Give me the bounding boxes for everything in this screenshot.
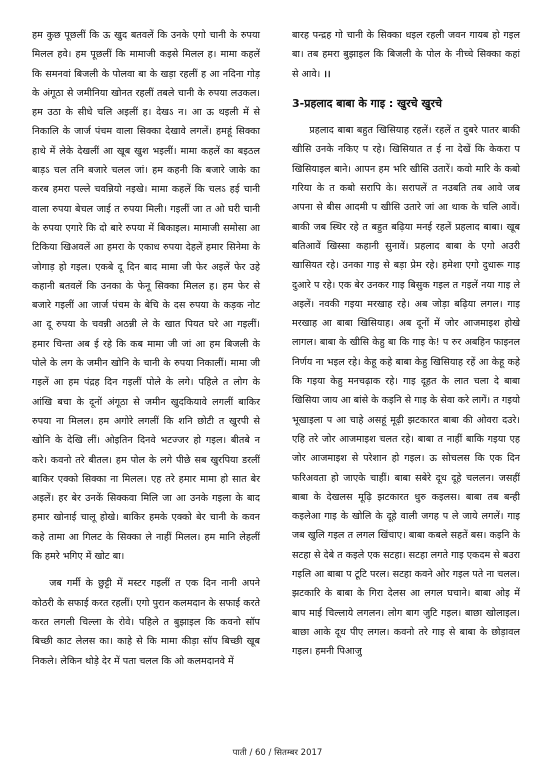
paragraph: प्रहलाद बाबा बहुत खिसियाह रहलें। रहलें त दुबरे पातर बाकी खीसि उनके नकिए प रहे। खिसियात त ई ना देखें कि केकरा प खिसियाइल बाने। आपन हम भरि खीसि उतारें। कवो मारि के कबो गरिया के त कबो सरापि के। सरापलें त नउबति तब आवे जब अपना से बीस आदमी प खीसि उतारे जां आ थाक के चलि आवें। बाकी जब स्थिर रहे त बहुत बढ़िया मनई रहलें प्रहलाद बाबा। खूब बतिआवें खिस्सा कहानी सुनावें। प्रहलाद बाबा के एगो अउरी खासियत रहे। उनका गाइ से बड़ा प्रेम रहे। हमेशा एगो दुधारू गाइ दुआरे प रहे। एक बेर उनकर गाइ बिसुक गइल त गइलें नया गाइ ले अइलें। नवकी गइया मरखाह रहे। अब जोड़ा बढ़िया लगल। गाइ मरखाह आ बाबा खिसियाह। अब दूनों में जोर आजमाइश होखे लागल। बाबा के खीसि केहु बा कि गाइ के! प रुर अबहिन फाइनल निर्णय ना भइल रहे। केहू कहे बाबा केहु खिसियाह रहें आ केहू कहे कि गइया केहु मनचढ़ाक रहे। गाइ दूहत के लात चला दे बाबा खिसिया जाय आ बांसे के कइनि से गाइ के सेवा करे लागें। त गइयो भूखाइला प आ चाहे असहूं मूढ़ी झटकारत बाबा की ओवरा दउरे। एहि तरे जोर आजमाइश चलत रहे। बाबा त नाहीं बाकि गइया एह जोर आजमाइश से परेशान हो गइल। ऊ सोचलस कि एक दिन फरिअवता हो जाएके चाहीं। बाबा सबेरे दूध दूहे चललन। जसहीं बाबा के देखलस मूढ़ि झटकारत धुरु कइलस। बाबा तब बन्ही कइलेआ गाइ के खोलि के दूहे वाली जगह प ले जाये लगलें। गाइ जब खुलि गइल त लगल खिंचाए। बाबा कबले सहतें बस। कइनि के सटहा से देबे त कइले एक सटहा। सटहा लगते गाइ एकदम से बउरा गइलि आ बाबा प टूटि परल। सटहा कवने ओर गइल पते ना चलल। झटकारि के बाबा के गिरा देलस आ लगल घचाने। बाबा ओइ में बाप माई चिल्लाये लगलन। लोग बाग जुटि गइल। बाछा खोलाइल। बाछा आके दूध पीए लगल। कवनो तरे गाइ से बाबा के छोड़ावल गइल। हमनी पिआजु <box>292 125 520 658</box>
right-column <box>292 26 520 670</box>
page-footer: पाती / 60 / सितम्बर 2017 <box>232 748 323 758</box>
left-column <box>32 26 260 679</box>
paragraph: जब गर्मी के छुट्टी में मस्टर गइलीं त एक दिन नानी अपने कोठरी के सफाई करत रहलीं। एगो पुरान कलमदान के सफाई करते करत लगली चिल्ला के रोवे। पहिले त बुझाइल कि कवनो सॉप बिच्छी काट लेलस का। काहे से कि मामा कीड़ा सॉप बिच्छी खूब निकले। लेकिन थोड़े देर में पता चलल कि ओ कलमदानवे में <box>32 578 260 667</box>
paragraph-text: बारह पन्द्रह गो चानी के सिक्का धइल रहली जवन गायब हो गइल बा। तब हमरा बुझाइल कि बिजली के पोल के नीच्चे सिक्का कहां से आवे। <box>292 30 520 80</box>
paragraph <box>292 26 520 84</box>
paragraph: हम कुछ पूछलीं कि ऊ खुद बतवलें कि उनके एगो चानी के रुपया मिलल हवे। हम पूछलीं कि मामाजी कइसे मिलल ह। मामा कहलें कि समनवां बिजली के पोलवा बा के खड़ा रहलीं ह आ नदिना गोड़ के अंगूठा से जमीनिया खोनत रहलीं तबले चानी के रुपया लउकल। हम उठा के सीधे चलि अइलीं ह। देखऽ न। आ ऊ थइली में से निकालि के जार्ज पंचम वाला सिक्का देखावे लगलें। हमहूं सिक्का हाथे में लेके देखलीं आ खूब खुश भइलीं। मामा कहलें का बइठल बाड़ऽ चल तनि बजारे चलल जां। हम कहनी कि बजारे जाके का करब हमरा पल्ले चवन्नियो नइखे। मामा कहलें कि चलऽ हई चानी वाला रुपया बेचल जाई त रुपया मिली। गइलीं जा त ओ घरी चानी के रुपया एगारे कि दो बारे रुपया में बिकाइल। मामाजी समोसा आ टिकिया खिअवलें आ हमरा के एकाध रुपया देहलें हमार सिनेमा के जोगाड़ हो गइल। एकबे दू दिन बाद मामा जी फेर अइलें फेर उहे कहानी बतवलें कि उनका के फेनू सिक्का मिलल ह। हम फेर से बजारे गइलीं आ जार्ज पंचम के बेचि के दस रुपया के कड़क नोट आ दू रुपया के चवन्नी अठन्नी ले के खात पियत घरे आ गइलीं। हमार चिन्ता अब ई रहे कि कब मामा जी जां आ हम बिजली के पोले के लग के जमीन खोनि के चानी के रुपया निकालीं। मामा जी गइलें आ हम पंद्रह दिन गइलीं पोले के लगे। पहिले त लोग के आंखि बचा के दूनों अंगूठा से जमीन खुदकियावे लगलीं बाकिर रुपया ना मिलल। हम अगोरे लगलीं कि शनि छोटी त खुरपी से खोनि के देखि लीं। ओइतिन दिनवे भटज्जर हो गइल। बीतबे न करे। कवनो तरे बीतल। हम पोल के लगे पीछे सब खुरपिया डरलीं बाकिर एक्को सिक्का ना मिलल। एह तरे हमार मामा हो सात बेर अइलें। हर बेर उनकें सिक्कवा मिलि जा आ उनके गइला के बाद हमार खोनाई चालू होखे। बाकिर हमके एक्को बेर चानी के कवन कहे तामा आ गिलट के सिक्का ले नाहीं मिलल। हम मानि लेहलीं कि हमरे भगिए में खोट बा। <box>32 30 260 563</box>
end-mark: ।। <box>323 68 331 80</box>
section-heading: 3-प्रहलाद बाबा के गाइ : खुरचे खुरचे <box>292 96 442 110</box>
